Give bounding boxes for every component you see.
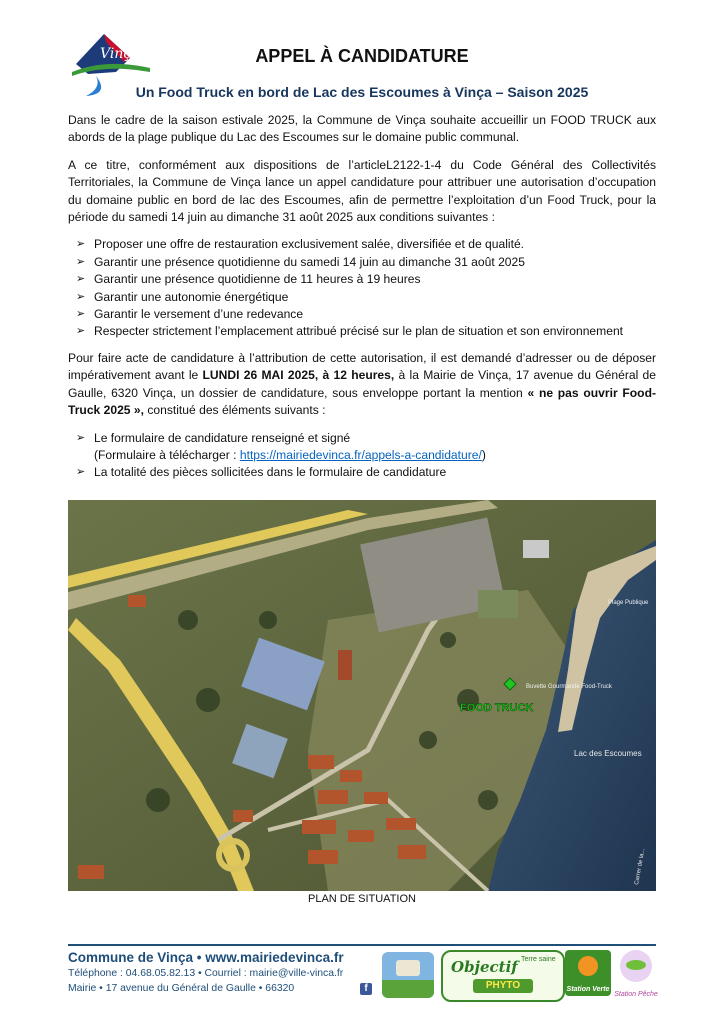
page-subtitle: Un Food Truck en bord de Lac des Escoumes à Vinça – Saison 2025 <box>135 84 589 100</box>
road-label: Carrer de la... <box>634 848 647 886</box>
document-body <box>68 112 656 491</box>
arrow-bullet-icon: ➢ <box>76 466 86 479</box>
list-item: ➢ Garantir une présence quotidienne du samedi 14 juin au dimanche 31 août 2025 <box>68 254 656 271</box>
application-paragraph: Pour faire acte de candidature à l’attribution de cette autorisation, il est demandé d’adresser ou de déposer impérativement avant le LUNDI 26 MAI 2025, à 12 heures, à la Mairie de Vinça, 17 avenue du Général de Gaulle, 6320 Vinça, un dossier de candidature, sous enveloppe portant la mention « ne pas ouvrir Food-Truck 2025 », constitué des éléments suivants : <box>68 350 656 418</box>
station-peche-badge: Station Pêche <box>614 948 658 1000</box>
list-item: ➢ Respecter strictement l’emplacement attribué précisé sur le plan de situation et son environnement <box>68 323 656 340</box>
lake-label: Lac des Escoumes <box>574 749 642 758</box>
deadline: LUNDI 26 MAI 2025, à 12 heures, <box>202 368 395 383</box>
intro-paragraph-2: A ce titre, conformément aux dispositions de l’articleL2122-1-4 du Code Général des Collectivités Territoriales, la Commune de Vinça lance un appel candidature pour attribuer une autorisation d’occupation du domaine public en bord de lac des Escoumes, afin de permettre l’exploitation d’un Food Truck, pour la période du samedi 14 juin au dimanche 31 août 2025 aux conditions suivantes : <box>68 157 656 225</box>
list-item: ➢ Garantir une présence quotidienne de 11 heures à 19 heures <box>68 271 656 288</box>
footer-contact: Téléphone : 04.68.05.82.13 • Courriel : mairie@ville-vinca.fr <box>68 968 344 979</box>
situation-map <box>68 500 656 891</box>
page-title: APPEL À CANDIDATURE <box>255 46 469 66</box>
arrow-bullet-icon: ➢ <box>76 273 86 286</box>
arrow-bullet-icon: ➢ <box>76 308 86 321</box>
poi-beach-label: Plage Publique <box>608 600 649 606</box>
poi-food-truck-label: Buvette Gourmande Food-Truck <box>526 684 612 690</box>
facebook-icon[interactable]: f <box>360 983 372 995</box>
list-item: ➢ Garantir une autonomie énergétique <box>68 289 656 306</box>
footer-divider <box>68 944 656 946</box>
list-item: ➢ La totalité des pièces sollicitées dans le formulaire de candidature <box>68 464 656 481</box>
conditions-list <box>68 236 656 340</box>
list-item: ➢ Le formulaire de candidature renseigné et signé (Formulaire à télécharger : https://mairiedevinca.fr/appels-a-candidature/) <box>76 430 486 462</box>
station-verte-badge: Station Verte <box>565 950 611 996</box>
list-item: ➢ Proposer une offre de restauration exclusivement salée, diversifiée et de qualité. <box>68 236 656 253</box>
footer-website[interactable]: www.mairiedevinca.fr <box>205 950 344 965</box>
arrow-bullet-icon: ➢ <box>76 325 86 338</box>
list-item: ➢ Garantir le versement d’une redevance <box>68 306 656 323</box>
logo-text: Vinça <box>100 46 140 62</box>
form-download-link[interactable]: https://mairiedevinca.fr/appels-a-candidature/ <box>239 447 482 462</box>
arrow-bullet-icon: ➢ <box>76 431 86 444</box>
food-truck-map-label: FOOD TRUCK <box>460 702 534 714</box>
tourism-badge-icon <box>382 952 434 998</box>
envelope-mention: « ne pas ouvrir Food-Truck 2025 », <box>68 385 656 418</box>
intro-paragraph-1: Dans le cadre de la saison estivale 2025, la Commune de Vinça souhaite accueillir un FOOD TRUCK aux abords de la plage publique du Lac des Escoumes sur le domaine public communal. <box>68 113 656 145</box>
footer-commune: Commune de Vinça • www.mairiedevinca.fr <box>68 950 344 965</box>
arrow-bullet-icon: ➢ <box>76 255 86 268</box>
arrow-bullet-icon: ➢ <box>76 238 86 251</box>
map-caption: PLAN DE SITUATION <box>308 893 416 905</box>
footer-address: Mairie • 17 avenue du Général de Gaulle • 66320 <box>68 983 295 994</box>
arrow-bullet-icon: ➢ <box>76 290 86 303</box>
documents-list <box>68 430 656 482</box>
objectif-phyto-badge: Objectif Terre saine PHYTO <box>441 950 565 1002</box>
